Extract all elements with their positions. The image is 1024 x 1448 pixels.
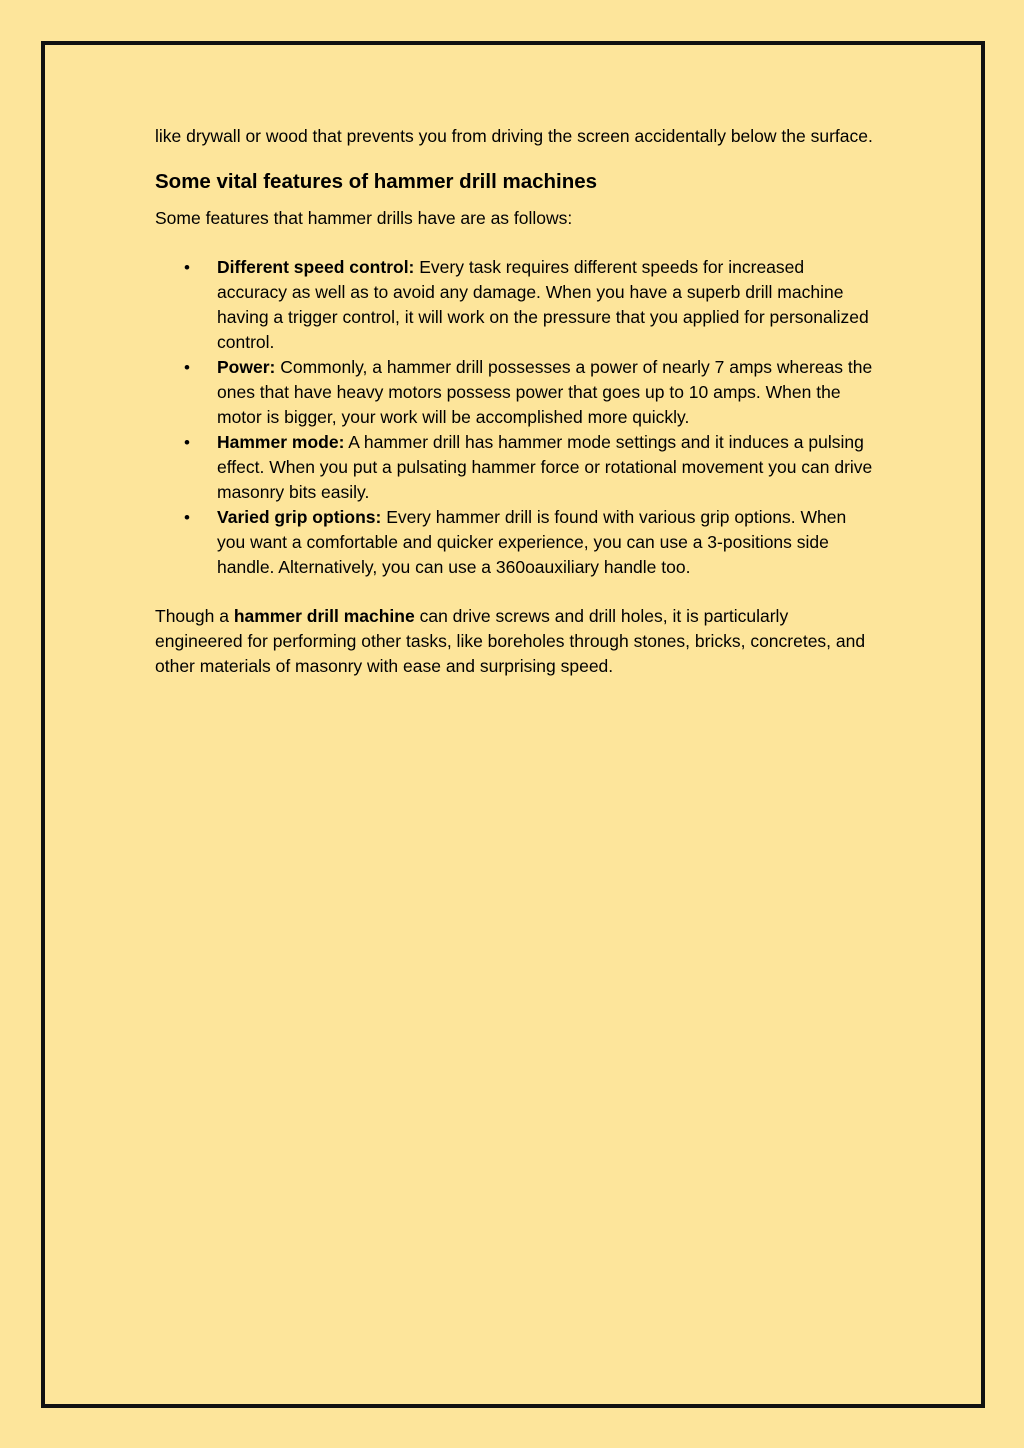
feature-text: Every hammer drill is found with various grip options. When you want a comfortable and quicker experience, you can use a 3-positions side handle. Alternatively, you can use a 360oauxiliary handle too. xyxy=(217,507,847,577)
closing-text-before: Though a xyxy=(155,606,234,626)
feature-title: Hammer mode: xyxy=(217,432,345,452)
lead-paragraph: Some features that hammer drills have are as follows: xyxy=(155,208,573,228)
features-list xyxy=(155,255,875,580)
bullet-icon: • xyxy=(184,258,190,277)
feature-text: A hammer drill has hammer mode settings and it induces a pulsing effect. When you put a pulsating hammer force or rotational movement you can drive masonry bits easily. xyxy=(217,432,873,502)
feature-title: Power: xyxy=(217,357,276,377)
closing-paragraph xyxy=(155,604,875,679)
intro-paragraph: like drywall or wood that prevents you from driving the screen accidentally below the surface. xyxy=(155,126,873,146)
bullet-icon: • xyxy=(184,358,190,377)
feature-item-speed-control xyxy=(155,255,875,355)
feature-title: Varied grip options: xyxy=(217,507,382,527)
bullet-icon: • xyxy=(184,433,190,452)
feature-item-power xyxy=(155,355,875,430)
feature-item-hammer-mode xyxy=(155,430,875,505)
feature-text: Every task requires different speeds for increased accuracy as well as to avoid any damage. When you have a superb drill machine having a trigger control, it will work on the pressure that you applied for personalized control. xyxy=(217,257,869,352)
closing-keyword: hammer drill machine xyxy=(233,606,415,626)
closing-text-after: can drive screws and drill holes, it is particularly engineered for performing other tasks, like boreholes through stones, bricks, concretes, and other materials of masonry with ease and surprising speed. xyxy=(155,606,866,676)
feature-text: Commonly, a hammer drill possesses a power of nearly 7 amps whereas the ones that have heavy motors possess power that goes up to 10 amps. When the motor is bigger, your work will be accomplished more quickly. xyxy=(217,357,873,427)
feature-item-grip-options xyxy=(155,505,875,580)
bullet-icon: • xyxy=(184,508,190,527)
section-heading: Some vital features of hammer drill machines xyxy=(155,170,598,193)
feature-title: Different speed control: xyxy=(217,257,415,277)
document-body xyxy=(155,124,875,679)
